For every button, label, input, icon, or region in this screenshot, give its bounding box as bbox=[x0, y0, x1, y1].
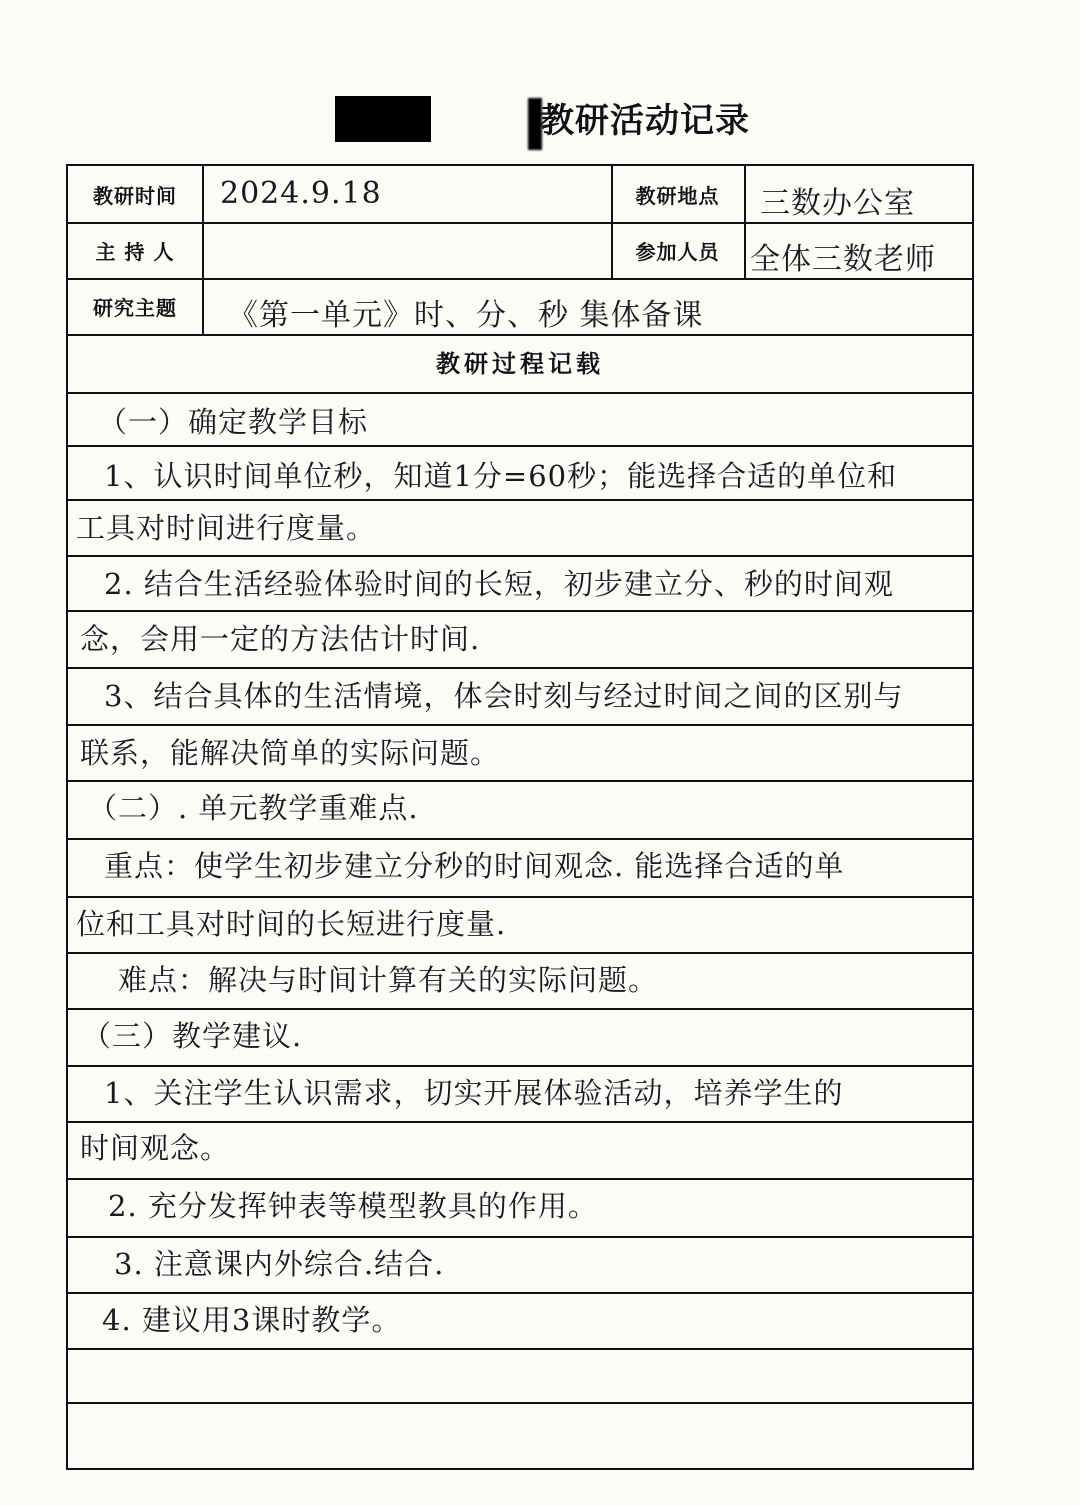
time-value: 2024.9.18 bbox=[220, 176, 382, 211]
record-line: 重点：使学生初步建立分秒的时间观念. 能选择合适的单 bbox=[104, 849, 845, 883]
ruled-line bbox=[68, 1292, 972, 1294]
ruled-line bbox=[68, 1121, 972, 1123]
record-form bbox=[66, 164, 974, 1470]
record-line: （一）确定教学目标 bbox=[98, 405, 369, 439]
record-line: 4. 建议用3课时教学。 bbox=[102, 1303, 402, 1337]
ruled-line bbox=[68, 445, 972, 447]
topic-label: 研究主题 bbox=[93, 295, 177, 320]
participants-value: 全体三数老师 bbox=[750, 242, 936, 277]
time-label: 教研时间 bbox=[93, 183, 177, 208]
participants-label: 参加人员 bbox=[635, 239, 720, 264]
record-line: 难点：解决与时间计算有关的实际问题。 bbox=[118, 963, 659, 997]
column-divider bbox=[202, 166, 204, 334]
record-line: 1、认识时间单位秒，知道1分=60秒；能选择合适的单位和 bbox=[104, 459, 898, 493]
ruled-line bbox=[68, 724, 972, 726]
record-line: 工具对时间进行度量。 bbox=[76, 511, 377, 545]
place-value: 三数办公室 bbox=[760, 186, 915, 221]
redaction-block bbox=[335, 96, 431, 142]
record-line: （三）教学建议. bbox=[82, 1019, 303, 1053]
ruled-line bbox=[68, 1178, 972, 1180]
record-line: （二）. 单元教学重难点. bbox=[88, 791, 419, 825]
ruled-line bbox=[68, 1008, 972, 1010]
record-line: 3、结合具体的生活情境，体会时刻与经过时间之间的区别与 bbox=[104, 679, 904, 713]
host-label: 主 持 人 bbox=[95, 239, 175, 264]
record-line: 念，会用一定的方法估计时间. bbox=[80, 622, 481, 656]
ruled-line bbox=[68, 1348, 972, 1350]
record-line: 1、关注学生认识需求，切实开展体验活动，培养学生的 bbox=[104, 1076, 844, 1110]
ruled-line bbox=[68, 555, 972, 557]
ruled-line bbox=[68, 838, 972, 840]
ruled-line bbox=[68, 896, 972, 898]
document-title: 教研活动记录 bbox=[540, 101, 750, 141]
process-heading: 教研过程记载 bbox=[436, 350, 604, 378]
row-divider bbox=[68, 334, 972, 336]
ruled-line bbox=[68, 1236, 972, 1238]
topic-value: 《第一单元》时、分、秒 集体备课 bbox=[228, 298, 704, 333]
record-line: 2. 充分发挥钟表等模型教具的作用。 bbox=[108, 1189, 598, 1223]
record-line: 3. 注意课内外综合.结合. bbox=[114, 1247, 445, 1281]
ruled-line bbox=[68, 610, 972, 612]
ruled-line bbox=[68, 952, 972, 954]
ruled-line bbox=[68, 499, 972, 501]
column-divider bbox=[744, 166, 746, 278]
row-divider bbox=[68, 392, 972, 394]
ruled-line bbox=[68, 667, 972, 669]
ruled-line bbox=[68, 1065, 972, 1067]
record-line: 联系，能解决简单的实际问题。 bbox=[80, 736, 501, 770]
place-label: 教研地点 bbox=[635, 183, 720, 208]
record-line: 2. 结合生活经验体验时间的长短，初步建立分、秒的时间观 bbox=[104, 567, 894, 601]
record-line: 时间观念。 bbox=[80, 1131, 231, 1165]
ruled-line bbox=[68, 1402, 972, 1404]
ruled-line bbox=[68, 780, 972, 782]
record-line: 位和工具对时间的长短进行度量. bbox=[76, 907, 507, 941]
